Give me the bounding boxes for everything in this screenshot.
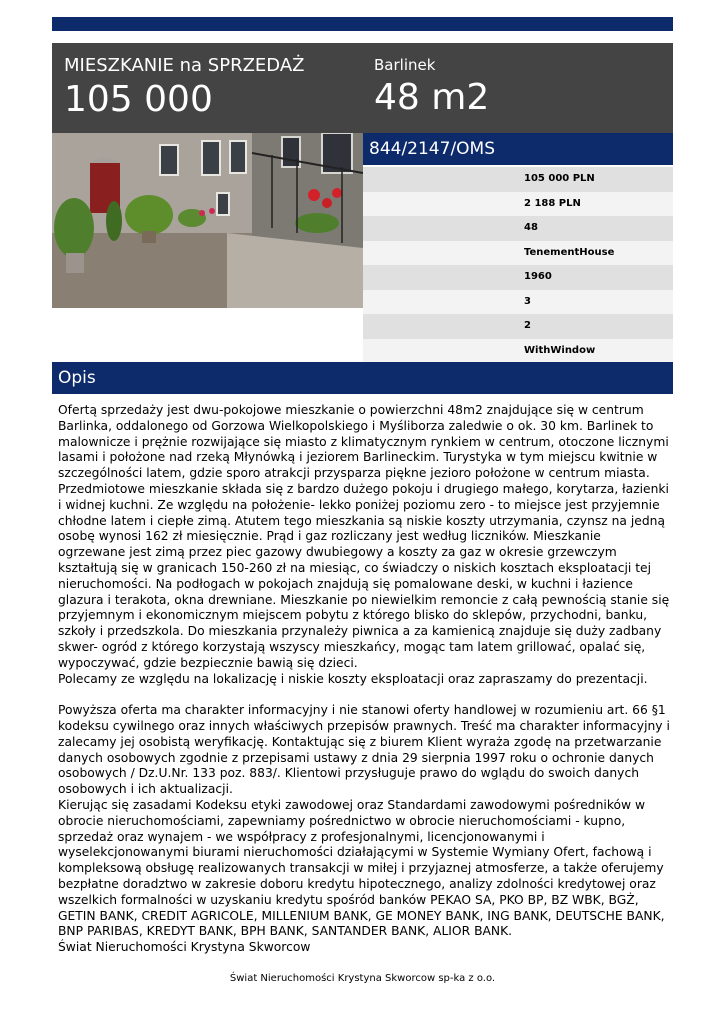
description-heading: Opis (52, 362, 673, 394)
header-left (64, 55, 364, 122)
city-label: Barlinek (374, 56, 436, 74)
detail-year-built: 1960 (363, 265, 673, 290)
detail-kitchen-type: WithWindow (363, 339, 673, 364)
building-courtyard-photo-icon (52, 133, 363, 308)
detail-area: 48 (363, 216, 673, 241)
price-value: 105 000 (64, 79, 213, 120)
details-table (363, 167, 673, 363)
footer-agency: Świat Nieruchomości Krystyna Skworcow sp-ka z o.o. (229, 973, 496, 984)
detail-price-per-m2: 2 188 PLN (363, 192, 673, 217)
top-accent-stripe (52, 17, 673, 31)
area-value: 48 m2 (374, 77, 490, 118)
description-text: Ofertą sprzedaży jest dwu-pokojowe mieszkanie o powierzchni 48m2 znajdujące się w centrum Barlinka, oddalonego od Gorzowa Wielkopolskiego i Myśliborza zaledwie o ok. 30 km. Barlinek to malownicze i prężnie rozwijające się miasto z klimatycznym rynkiem w centrum, otoczone licznymi lasami i położone nad rzeką Młynówką i jeziorem Barlineckim. Turystyka w tym miejscu kwitnie w szczególności latem, gdzie sporo atrakcji przysparza piękne jezioro położone w centrum miasta. Przedmiotowe mieszkanie składa się z bardzo dużego pokoju i drugiego małego, korytarza, łazienki i widnej kuchni. Ze względu na położenie- lekko poniżej poziomu zero - to miejsce jest przyjemnie chłodne latem i ciepłe zimą. Atutem tego mieszkania są niskie koszty utrzymania, czynsz na jedną osobę wynosi 162 zł miesięcznie. Prąd i gaz rozliczany jest według liczników. Mieszkanie ogrzewane jest zimą przez piec gazowy dwubiegowy a koszty za gaz w okresie grzewczym kształtują się w granicach 150-260 zł na miesiąc, co świadczy o niskich kosztach eksploatacji tej nieruchomości. Na podłogach w pokojach znajdują się pomalowane deski, w kuchni i łazience glazura i terakota, okna drewniane. Mieszkanie po niewielkim remoncie z całą pewnością stanie się przyjemnym i ekonomicznym miejscem pobytu z którego blisko do sklepów, przychodni, banku, szkoły i przedszkola. Do mieszkania przynależy piwnica a za kamienicą znajduje się duży zadbany skwer- ogród z którego korzystają wszyscy mieszkańcy, mogąc tam latem grillować, opalać się, wypoczywać, gdzie bezpiecznie bawią się dzieci. Polecamy ze względu na lokalizację i niskie koszty eksploatacji oraz zapraszamy do prezentacji. Powyższa oferta ma charakter informacyjny i nie stanowi oferty handlowej w rozumieniu art. 66 §1 kodeksu cywilnego oraz innych właściwych przepisów prawnych. Treść ma charakter informacyjny i zalecamy jej osobistą weryfikację. Kontaktując się z biurem Klient wyraża zgodę na przetwarzanie danych osobowych zgodnie z przepisami ustawy z dnia 29 sierpnia 1997 roku o ochronie danych osobowych / Dz.U.Nr. 133 poz. 883/. Klientowi przysługuje prawo do wglądu do swoich danych osobowych i ich aktualizacji. Kierując się zasadami Kodeksu etyki zawodowej oraz Standardami zawodowymi pośredników w obrocie nieruchomościami, zapewniamy pośrednictwo w obrocie nieruchomościami - kupno, sprzedaż oraz wynajem - we współpracy z profesjonalnymi, licencjonowanymi i wyselekcjonowanymi biurami nieruchomości działającymi w Systemie Wymiany Ofert, fachową i kompleksową obsługę realizowanych transakcji w miłej i przyjaznej atmosferze, a także oferujemy bezpłatne doradztwo w zakresie doboru kredytu hipotecznego, analizy zdolności kredytowej oraz wszelkich formalności w uzyskaniu kredytu spośród banków PEKAO SA, PKO BP, BZ WBK, BGŻ, GETIN BANK, CREDIT AGRICOLE, MILLENIUM BANK, GE MONEY BANK, ING BANK, DEUTSCHE BANK, BNP PARIBAS, KREDYT BANK, BPH BANK, SANTANDER BANK, ALIOR BANK. Świat Nieruchomości Krystyna Skworcow (58, 403, 670, 955)
detail-value-3: 3 (363, 290, 673, 315)
offer-type-label: MIESZKANIE na SPRZEDAŻ (64, 55, 305, 76)
header-right (374, 55, 664, 120)
detail-price: 105 000 PLN (363, 167, 673, 192)
detail-building-type: TenementHouse (363, 241, 673, 266)
reference-number: 844/2147/OMS (363, 133, 673, 165)
listing-header (52, 43, 673, 133)
detail-value-2: 2 (363, 314, 673, 339)
property-photo (52, 133, 363, 308)
